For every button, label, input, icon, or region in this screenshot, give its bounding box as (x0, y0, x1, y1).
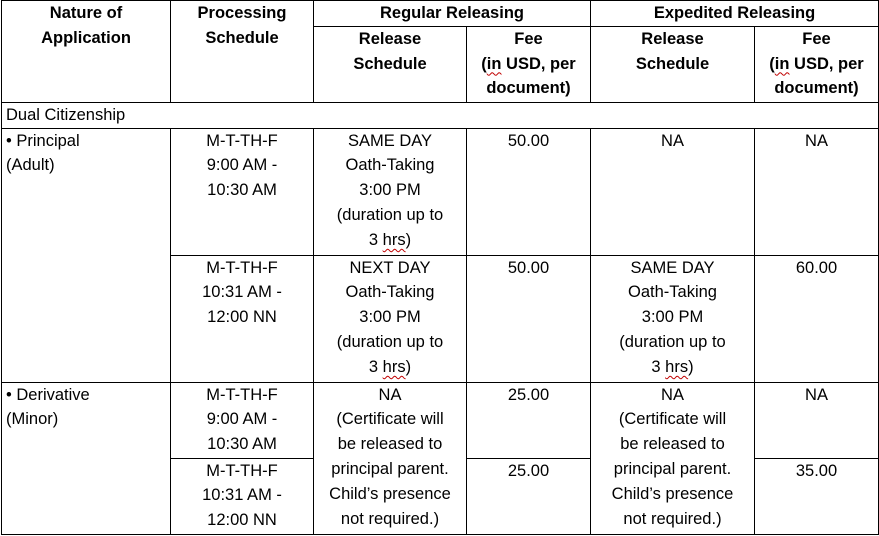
header-regular-release-schedule: Release Schedule (314, 26, 467, 102)
principal-label: • Principal (Adult) (2, 128, 171, 382)
principal-row1-regular-release-hrs: hrs (382, 230, 406, 249)
principal-row2-expedited-release-text: SAME DAY Oath-Taking 3:00 PM (duration up to 3 (619, 258, 726, 376)
principal-row1-regular-release-text: SAME DAY Oath-Taking 3:00 PM (duration up to 3 (336, 131, 444, 249)
header-processing-schedule: Processing Schedule (171, 1, 314, 103)
principal-row2-regular-release-hrs: hrs (382, 357, 406, 376)
principal-row2-schedule: M-T-TH-F 10:31 AM - 12:00 NN (171, 255, 314, 382)
header-regular-fee: Fee (in USD, per document) (467, 26, 591, 102)
derivative-row1-regular-fee: 25.00 (467, 382, 591, 458)
principal-row1-regular-release: SAME DAY Oath-Taking 3:00 PM (duration up to 3 hrs) (314, 128, 467, 255)
header-regular-fee-unit: USD, per document) (486, 54, 576, 98)
principal-row1-expedited-release: NA (591, 128, 755, 255)
principal-row2-expedited-fee: 60.00 (755, 255, 879, 382)
header-nature-of-application: Nature of Application (2, 1, 171, 103)
header-expedited-release-schedule: Release Schedule (591, 26, 755, 102)
header-regular-releasing: Regular Releasing (314, 1, 591, 27)
derivative-row2-schedule: M-T-TH-F 10:31 AM - 12:00 NN (171, 458, 314, 534)
header-regular-fee-in: in (486, 54, 502, 73)
header-expedited-releasing: Expedited Releasing (591, 1, 879, 27)
derivative-row2-regular-fee: 25.00 (467, 458, 591, 534)
principal-row1-expedited-fee: NA (755, 128, 879, 255)
header-expedited-fee: Fee (in USD, per document) (755, 26, 879, 102)
principal-row2-regular-release: NEXT DAY Oath-Taking 3:00 PM (duration up to 3 hrs) (314, 255, 467, 382)
derivative-row2-expedited-fee: 35.00 (755, 458, 879, 534)
header-expedited-fee-unit: USD, per document) (774, 54, 864, 98)
derivative-row1-expedited-fee: NA (755, 382, 879, 458)
principal-row2-expedited-release-hrs: hrs (665, 357, 689, 376)
derivative-label: • Derivative (Minor) (2, 382, 171, 534)
principal-row2-regular-release-text: NEXT DAY Oath-Taking 3:00 PM (duration up to 3 (336, 258, 444, 376)
releasing-schedule-table (1, 0, 879, 535)
principal-row2-expedited-release: SAME DAY Oath-Taking 3:00 PM (duration up to 3 hrs) (591, 255, 755, 382)
principal-row2-regular-fee: 50.00 (467, 255, 591, 382)
derivative-row1-schedule: M-T-TH-F 9:00 AM - 10:30 AM (171, 382, 314, 458)
section-dual-citizenship: Dual Citizenship (2, 102, 879, 128)
derivative-expedited-release: NA (Certificate will be released to principal parent. Child’s presence not required.) (591, 382, 755, 534)
header-expedited-fee-in: in (774, 54, 790, 73)
principal-row1-regular-fee: 50.00 (467, 128, 591, 255)
principal-row1-schedule: M-T-TH-F 9:00 AM - 10:30 AM (171, 128, 314, 255)
derivative-regular-release: NA (Certificate will be released to principal parent. Child’s presence not required.) (314, 382, 467, 534)
